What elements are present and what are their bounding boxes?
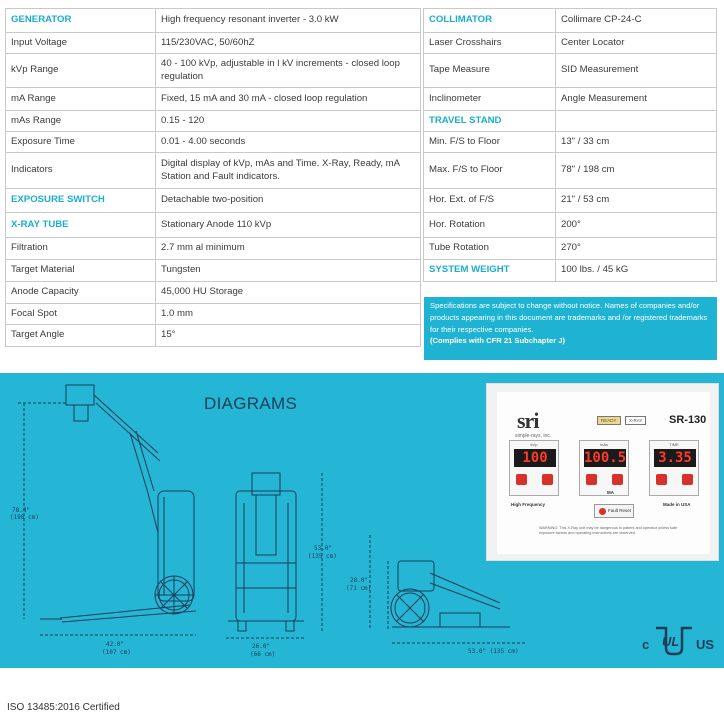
spec-value: 0.01 - 4.00 seconds: [156, 132, 421, 153]
spec-label: Input Voltage: [6, 33, 156, 54]
spec-label: mAs Range: [6, 111, 156, 132]
kvp-display: 100: [514, 449, 556, 467]
spec-row: [424, 33, 717, 54]
time-down-button: [682, 474, 693, 485]
spec-section-heading: GENERATOR: [6, 9, 156, 33]
disclaimer-notice: [424, 297, 717, 360]
spec-value: 40 - 100 kVp, adjustable in l kV increments - closed loop regulation: [156, 54, 421, 88]
diagrams-title: DIAGRAMS: [204, 394, 298, 413]
compliance-text: (Complies with CFR 21 Subchapter J): [430, 336, 566, 346]
spec-label: Filtration: [6, 238, 156, 260]
spec-row: [424, 189, 717, 213]
sri-logo: sri: [517, 408, 539, 433]
spec-row: [424, 238, 717, 260]
mas-display: 100.5: [584, 450, 627, 466]
spec-row: [424, 132, 717, 153]
spec-table-right: [423, 8, 717, 282]
sri-logo-subtitle: simple·rays, inc.: [515, 433, 552, 439]
spec-value: 21" / 53 cm: [556, 189, 717, 213]
kvp-down-button: [542, 474, 553, 485]
spec-row: [424, 111, 717, 132]
control-panel-face: [497, 392, 710, 554]
dim-height-cm: (198 cm): [10, 514, 39, 521]
spec-label: kVp Range: [6, 54, 156, 88]
dim-length: 53.0" (135 cm): [468, 648, 519, 655]
dim-width-cm: (66 cm): [250, 651, 276, 658]
spec-value: 200°: [556, 213, 717, 238]
spec-value: SID Measurement: [556, 54, 717, 88]
spec-section-heading: SYSTEM WEIGHT: [424, 260, 556, 282]
diagrams-section: [0, 373, 724, 668]
spec-value: Digital display of kVp, mAs and Time. X-Ray, Ready, mA Station and Fault indicators.: [156, 153, 421, 189]
spec-value: 0.15 - 120: [156, 111, 421, 132]
spec-row: [6, 282, 421, 304]
spec-row: [6, 88, 421, 111]
spec-row: [424, 260, 717, 282]
spec-row: [6, 153, 421, 189]
spec-value: Stationary Anode 110 kVp: [156, 213, 421, 238]
spec-value: Tungsten: [156, 260, 421, 282]
time-display: 3.35: [654, 449, 696, 467]
dim-mid-in: 53.0": [314, 545, 333, 552]
spec-label: Focal Spot: [6, 304, 156, 325]
spec-row: [424, 54, 717, 88]
spec-row: [6, 33, 421, 54]
spec-label: Inclinometer: [424, 88, 556, 111]
spec-label: Min. F/S to Floor: [424, 132, 556, 153]
ul-c-text: c: [642, 637, 650, 652]
spec-value: Collimare CP-24-C: [556, 9, 717, 33]
spec-section-heading: X-RAY TUBE: [6, 213, 156, 238]
spec-label: Indicators: [6, 153, 156, 189]
spec-label: Hor. Rotation: [424, 213, 556, 238]
time-label: TIME: [669, 442, 679, 447]
made-in-usa-caption: Made in USA: [663, 502, 691, 507]
spec-value: Fixed, 15 mA and 30 mA - closed loop regulation: [156, 88, 421, 111]
spec-value: Angle Measurement: [556, 88, 717, 111]
spec-row: [424, 153, 717, 189]
spec-row: [6, 189, 421, 213]
spec-value: 78" / 198 cm: [556, 153, 717, 189]
dim-height-in: 78.0": [12, 507, 31, 514]
spec-label: mA Range: [6, 88, 156, 111]
time-control: [649, 440, 699, 496]
spec-row: [6, 260, 421, 282]
dim-mid-cm: (135 cm): [308, 553, 337, 560]
dim-width-in: 26.0": [252, 643, 271, 650]
fault-reset-label: Fault Reset: [608, 508, 632, 513]
kvp-up-button: [516, 474, 527, 485]
kvp-control: [509, 440, 559, 496]
xray-indicator: X-RAY: [625, 416, 646, 425]
spec-row: [6, 9, 421, 33]
spec-label: Target Angle: [6, 325, 156, 347]
mas-down-button: [612, 474, 623, 485]
iso-certification: ISO 13485:2016 Certified: [7, 702, 120, 713]
spec-row: [6, 111, 421, 132]
spec-value: 45,000 HU Storage: [156, 282, 421, 304]
model-number: SR-130: [669, 414, 707, 426]
dim-base-in: 42.0": [106, 641, 125, 648]
spec-value: 1.0 mm: [156, 304, 421, 325]
mas-label: mAs: [600, 442, 608, 447]
spec-value: 100 lbs. / 45 kG: [556, 260, 717, 282]
spec-row: [424, 9, 717, 33]
spec-value: 2.7 mm al minimum: [156, 238, 421, 260]
spec-row: [6, 238, 421, 260]
spec-row: [424, 88, 717, 111]
spec-table-left: [5, 8, 421, 347]
mas-control: [579, 440, 629, 496]
ready-indicator: READY: [597, 416, 621, 425]
control-panel-photo: [486, 383, 719, 561]
spec-row: [6, 325, 421, 347]
spec-row: [6, 54, 421, 88]
mas-up-button: [586, 474, 597, 485]
spec-value: High frequency resonant inverter - 3.0 kW: [156, 9, 421, 33]
spec-label: Anode Capacity: [6, 282, 156, 304]
dim-base-cm: (107 cm): [102, 649, 131, 656]
dim-min-cm: (71 cm): [346, 585, 372, 592]
ul-mark-text: UL: [662, 634, 680, 649]
spec-value: [556, 111, 717, 132]
spec-row: [424, 213, 717, 238]
spec-section-heading: COLLIMATOR: [424, 9, 556, 33]
stand-side-view: [18, 385, 196, 635]
spec-section-heading: TRAVEL STAND: [424, 111, 556, 132]
kvp-label: kVp: [530, 442, 538, 447]
dim-min-in: 28.0": [350, 577, 369, 584]
ma-label: MA: [607, 490, 614, 495]
spec-row: [6, 213, 421, 238]
spec-value: Detachable two-position: [156, 189, 421, 213]
spec-label: Exposure Time: [6, 132, 156, 153]
disclaimer-text: Specifications are subject to change without notice. Names of companies and/or products appearing in this document are trademarks and /or registered trademarks for their respective companies.: [430, 301, 708, 334]
spec-value: 15°: [156, 325, 421, 347]
spec-label: Hor. Ext. of F/S: [424, 189, 556, 213]
spec-label: Laser Crosshairs: [424, 33, 556, 54]
ul-us-text: US: [696, 637, 715, 652]
spec-value: 270°: [556, 238, 717, 260]
spec-section-heading: EXPOSURE SWITCH: [6, 189, 156, 213]
spec-label: Tube Rotation: [424, 238, 556, 260]
time-up-button: [656, 474, 667, 485]
spec-label: Tape Measure: [424, 54, 556, 88]
spec-row: [6, 132, 421, 153]
fault-reset-button: [594, 504, 634, 518]
spec-label: Target Material: [6, 260, 156, 282]
spec-value: 13" / 33 cm: [556, 132, 717, 153]
fault-indicator-icon: [599, 508, 606, 515]
spec-row: [6, 304, 421, 325]
spec-value: 115/230VAC, 50/60hZ: [156, 33, 421, 54]
warning-label: WARNING: This X-Ray unit may be dangerous to patient and operator unless safe exposure factors and operating instructions are observed.: [539, 526, 678, 535]
high-frequency-caption: High Frequency: [511, 502, 546, 507]
ul-certification-icon: [642, 624, 718, 658]
spec-value: Center Locator: [556, 33, 717, 54]
spec-label: Max. F/S to Floor: [424, 153, 556, 189]
